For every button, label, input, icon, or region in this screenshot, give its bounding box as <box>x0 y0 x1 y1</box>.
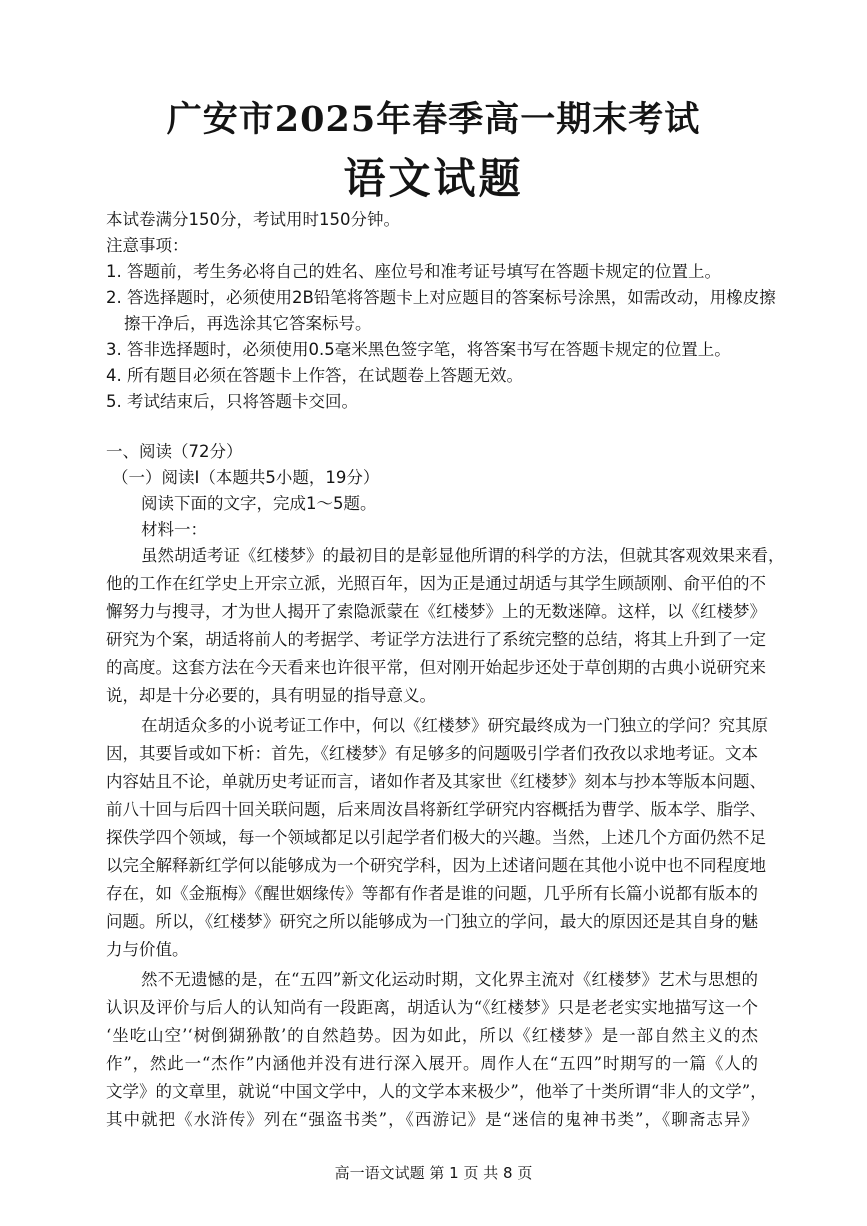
passage-line: 力与价值。 <box>106 940 189 959</box>
passage-line: ‘坐吃山空’‘树倒猢狲散’的自然趋势。因为如此，所以《红楼梦》是一部自然主义的杰 <box>106 1026 758 1045</box>
reading-instruction: 阅读下面的文字，完成1～5题。 <box>141 494 377 513</box>
notice-item: 4. 所有题目必须在答题卡上作答，在试题卷上答题无效。 <box>106 366 523 385</box>
passage-line: 探佚学四个领域，每一个领域都足以引起学者们极大的兴趣。当然，上述几个方面仍然不足 <box>106 828 766 847</box>
section-subheading: （一）阅读Ⅰ（本题共5小题，19分） <box>112 468 380 487</box>
passage-line: 内容姑且不论，单就历史考证而言，诸如作者及其家世《红楼梦》刻本与抄本等版本问题、 <box>106 772 766 791</box>
page-footer: 高一语文试题 第 1 页 共 8 页 <box>334 1164 533 1182</box>
passage-line: 问题。所以，《红楼梦》研究之所以能够成为一门独立的学问，最大的原因还是其自身的魅 <box>106 912 758 931</box>
notice-item: 2. 答选择题时，必须使用2B铅笔将答题卡上对应题目的答案标号涂黑，如需改动，用橡皮擦 <box>106 288 776 307</box>
passage-line: 他的工作在红学史上开宗立派，光照百年，因为正是通过胡适与其学生顾颉刚、俞平伯的不 <box>106 574 766 593</box>
passage-line: 其中就把《水浒传》列在“强盗书类”，《西游记》是“迷信的鬼神书类”，《聊斋志异》 <box>106 1110 758 1129</box>
passage-line: 作”，然此一“杰作”内涵他并没有进行深入展开。周作人在“五四”时期写的一篇《人的 <box>106 1054 758 1073</box>
notice-item-continued: 擦干净后，再选涂其它答案标号。 <box>124 314 372 333</box>
exam-title: 广安市2025年春季高一期末考试 <box>166 99 701 140</box>
passage-line: 因，其要旨或如下析：首先，《红楼梦》有足够多的问题吸引学者们孜孜以求地考证。文本 <box>106 744 758 763</box>
passage-line: 的高度。这套方法在今天看来也许很平常，但对刚开始起步还处于草创期的古典小说研究来 <box>106 658 766 677</box>
notice-item: 1. 答题前，考生务必将自己的姓名、座位号和准考证号填写在答题卡规定的位置上。 <box>106 262 721 281</box>
score-note: 本试卷满分150分，考试用时150分钟。 <box>106 210 400 229</box>
passage-line: 虽然胡适考证《红楼梦》的最初目的是彰显他所谓的科学的方法，但就其客观效果来看， <box>141 546 785 565</box>
passage-line: 认识及评价与后人的认知尚有一段距离，胡适认为“《红楼梦》只是老老实实地描写这一个 <box>106 998 758 1017</box>
passage-line: 存在，如《金瓶梅》《醒世姻缘传》等都有作者是谁的问题，几乎所有长篇小说都有版本的 <box>106 884 758 903</box>
passage-line: 懈努力与搜寻，才为世人揭开了索隐派蒙在《红楼梦》上的无数迷障。这样，以《红楼梦》 <box>106 602 766 621</box>
passage-line: 前八十回与后四十回关联问题，后来周汝昌将新红学研究内容概括为曹学、版本学、脂学、 <box>106 800 766 819</box>
notice-item: 3. 答非选择题时，必须使用0.5毫米黑色签字笔，将答案书写在答题卡规定的位置上。 <box>106 340 731 359</box>
notice-item: 5. 考试结束后，只将答题卡交回。 <box>106 392 358 411</box>
passage-line: 然不无遗憾的是，在“五四”新文化运动时期，文化界主流对《红楼梦》艺术与思想的 <box>141 970 758 989</box>
passage-line: 说，却是十分必要的，具有明显的指导意义。 <box>106 686 436 705</box>
section-heading: 一、阅读（72分） <box>106 442 243 461</box>
passage-line: 文学》的文章里，就说“中国文学中，人的文学本来极少”，他举了十类所谓“非人的文学”， <box>106 1082 767 1101</box>
passage-line: 研究为个案，胡适将前人的考据学、考证学方法进行了系统完整的总结，将其上升到了一定 <box>106 630 766 649</box>
passage-line: 在胡适众多的小说考证工作中，何以《红楼梦》研究最终成为一门独立的学问？究其原 <box>141 716 768 735</box>
material-label: 材料一： <box>141 520 207 539</box>
passage-line: 以完全解释新红学何以能够成为一个研究学科，因为上述诸问题在其他小说中也不同程度地 <box>106 856 766 875</box>
subject-title: 语文试题 <box>343 154 524 203</box>
notice-heading: 注意事项： <box>106 236 189 255</box>
